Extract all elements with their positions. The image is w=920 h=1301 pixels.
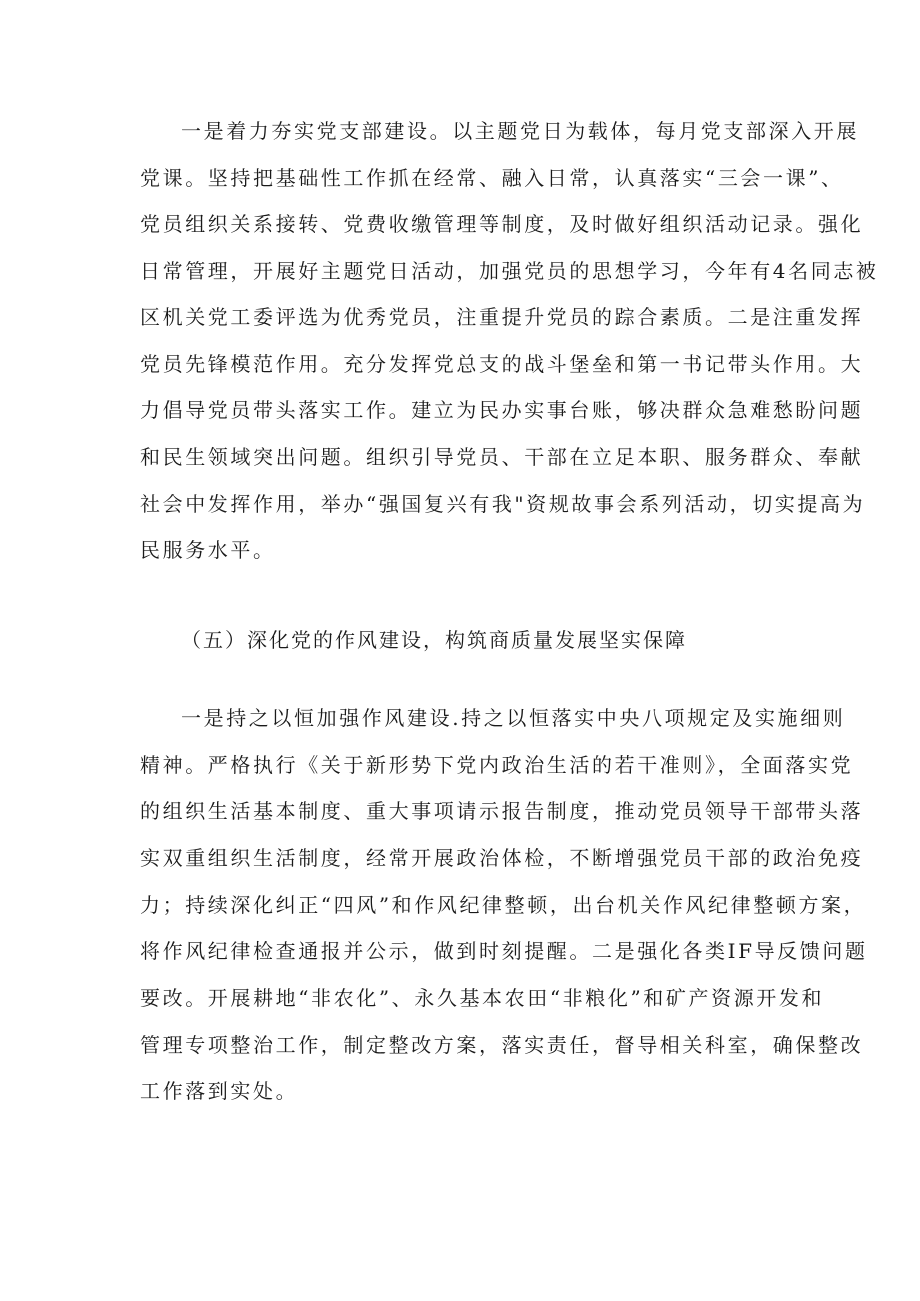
paragraph-2-line-4: 实双重组织生活制度，经常开展政治体检，不断增强党员干部的政治免疫 (140, 846, 864, 870)
paragraph-1-line-1: 一是着力夯实党支部建设。以主题党日为载体，每月党支部深入开展 (181, 119, 859, 143)
paragraph-1-line-4: 日常管理，开展好主题党日活动，加强党员的思想学习，今年有4名同志被 (140, 259, 879, 283)
paragraph-1-line-7: 力倡导党员带头落实工作。建立为民办实事台账，够决群众急难愁盼问题 (140, 398, 864, 422)
paragraph-2-line-6: 将作风纪律检查通报并公示，做到时刻提醒。二是强化各类IF导反馈问题 (140, 939, 868, 963)
paragraph-2-line-9: 工作落到实处。 (140, 1079, 299, 1103)
paragraph-2-line-7: 要改。开展耕地“非农化”、永久基本农田“非粮化”和矿产资源开发和 (140, 986, 825, 1010)
paragraph-2-line-8: 管理专项整治工作，制定整改方案，落实责任，督导相关科室，确保整改 (140, 1033, 864, 1057)
paragraph-2-line-1: 一是持之以恒加强作风建设.持之以恒落实中央八项规定及实施细则 (181, 706, 846, 730)
paragraph-1-line-6: 党员先锋模范作用。充分发挥党总支的战斗堡垒和第一书记带头作用。大 (140, 352, 864, 376)
section-heading: （五）深化党的作风建设，构筑商质量发展坚实保障 (181, 628, 687, 652)
paragraph-2-line-5: 力；持续深化纠正“四风”和作风纪律整顿，出台机关作风纪律整顿方案， (140, 893, 867, 917)
paragraph-1-line-2: 党课。坚持把基础性工作抓在经常、融入日常，认真落实“三会一课”、 (140, 166, 844, 190)
paragraph-1-line-10: 民服务水平。 (140, 538, 276, 562)
paragraph-2-line-3: 的组织生活基本制度、重大事项请示报告制度，推动党员领导干部带头落 (140, 799, 864, 823)
paragraph-1-line-9: 社会中发挥作用，举办“强国复兴有我"资规故事会系列活动，切实提高为 (140, 492, 866, 516)
paragraph-1-line-5: 区机关党工委评选为优秀党员，注重提升党员的踪合素质。二是注重发挥 (140, 305, 864, 329)
paragraph-1-line-8: 和民生领域突出问题。组织引导党员、干部在立足本职、服务群众、奉献 (140, 445, 864, 469)
paragraph-2-line-2: 精神。严格执行《关于新形势下党内政治生活的若干准则》，全面落实党 (140, 753, 854, 777)
paragraph-1-line-3: 党员组织关系接转、党费收缴管理等制度，及时做好组织活动记录。强化 (140, 212, 864, 236)
